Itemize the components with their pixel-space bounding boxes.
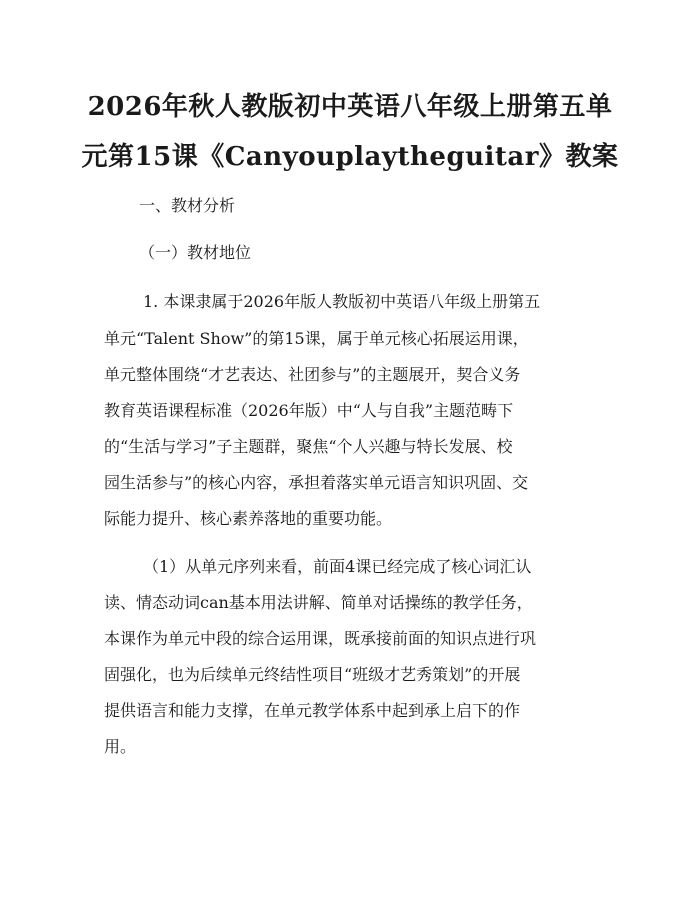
paragraph-2-line: 用。 (104, 737, 137, 756)
paragraph-2-line: 提供语言和能力支撑，在单元教学体系中起到承上启下的作 (104, 701, 521, 720)
document-title-line-1: 2026年秋人教版初中英语八年级上册第五单 (87, 92, 613, 122)
section-heading-textbook-analysis: 一、教材分析 (139, 196, 236, 215)
paragraph-1-line: 单元“Talent Show”的第15课，属于单元核心拓展运用课， (104, 329, 529, 348)
paragraph-1-line: 园生活参与”的核心内容，承担着落实单元语言知识巩固、交 (104, 473, 529, 492)
paragraph-1-line: 1. 本课隶属于2026年版人教版初中英语八年级上册第五 (143, 292, 541, 311)
paragraph-1-line: 际能力提升、核心素养落地的重要功能。 (104, 509, 393, 528)
paragraph-1-line: 教育英语课程标准（2026年版）中“人与自我”主题范畴下 (104, 401, 514, 420)
paragraph-2-line: 本课作为单元中段的综合运用课，既承接前面的知识点进行巩 (104, 629, 537, 648)
paragraph-2-line: 读、情态动词can基本用法讲解、简单对话操练的教学任务， (104, 593, 533, 612)
paragraph-1-line: 的“生活与学习”子主题群，聚焦“个人兴趣与特长发展、校 (104, 437, 513, 456)
document-title-line-2: 元第15课《Canyouplaytheguitar》教案 (81, 142, 619, 172)
subsection-heading-textbook-status: （一）教材地位 (139, 243, 252, 262)
paragraph-2-line: 固强化，也为后续单元终结性项目“班级才艺秀策划”的开展 (104, 665, 521, 684)
paragraph-2-line: （1）从单元序列来看，前面4课已经完成了核心词汇认 (143, 557, 532, 576)
paragraph-1-line: 单元整体围绕“才艺表达、社团参与”的主题展开，契合义务 (104, 365, 521, 384)
